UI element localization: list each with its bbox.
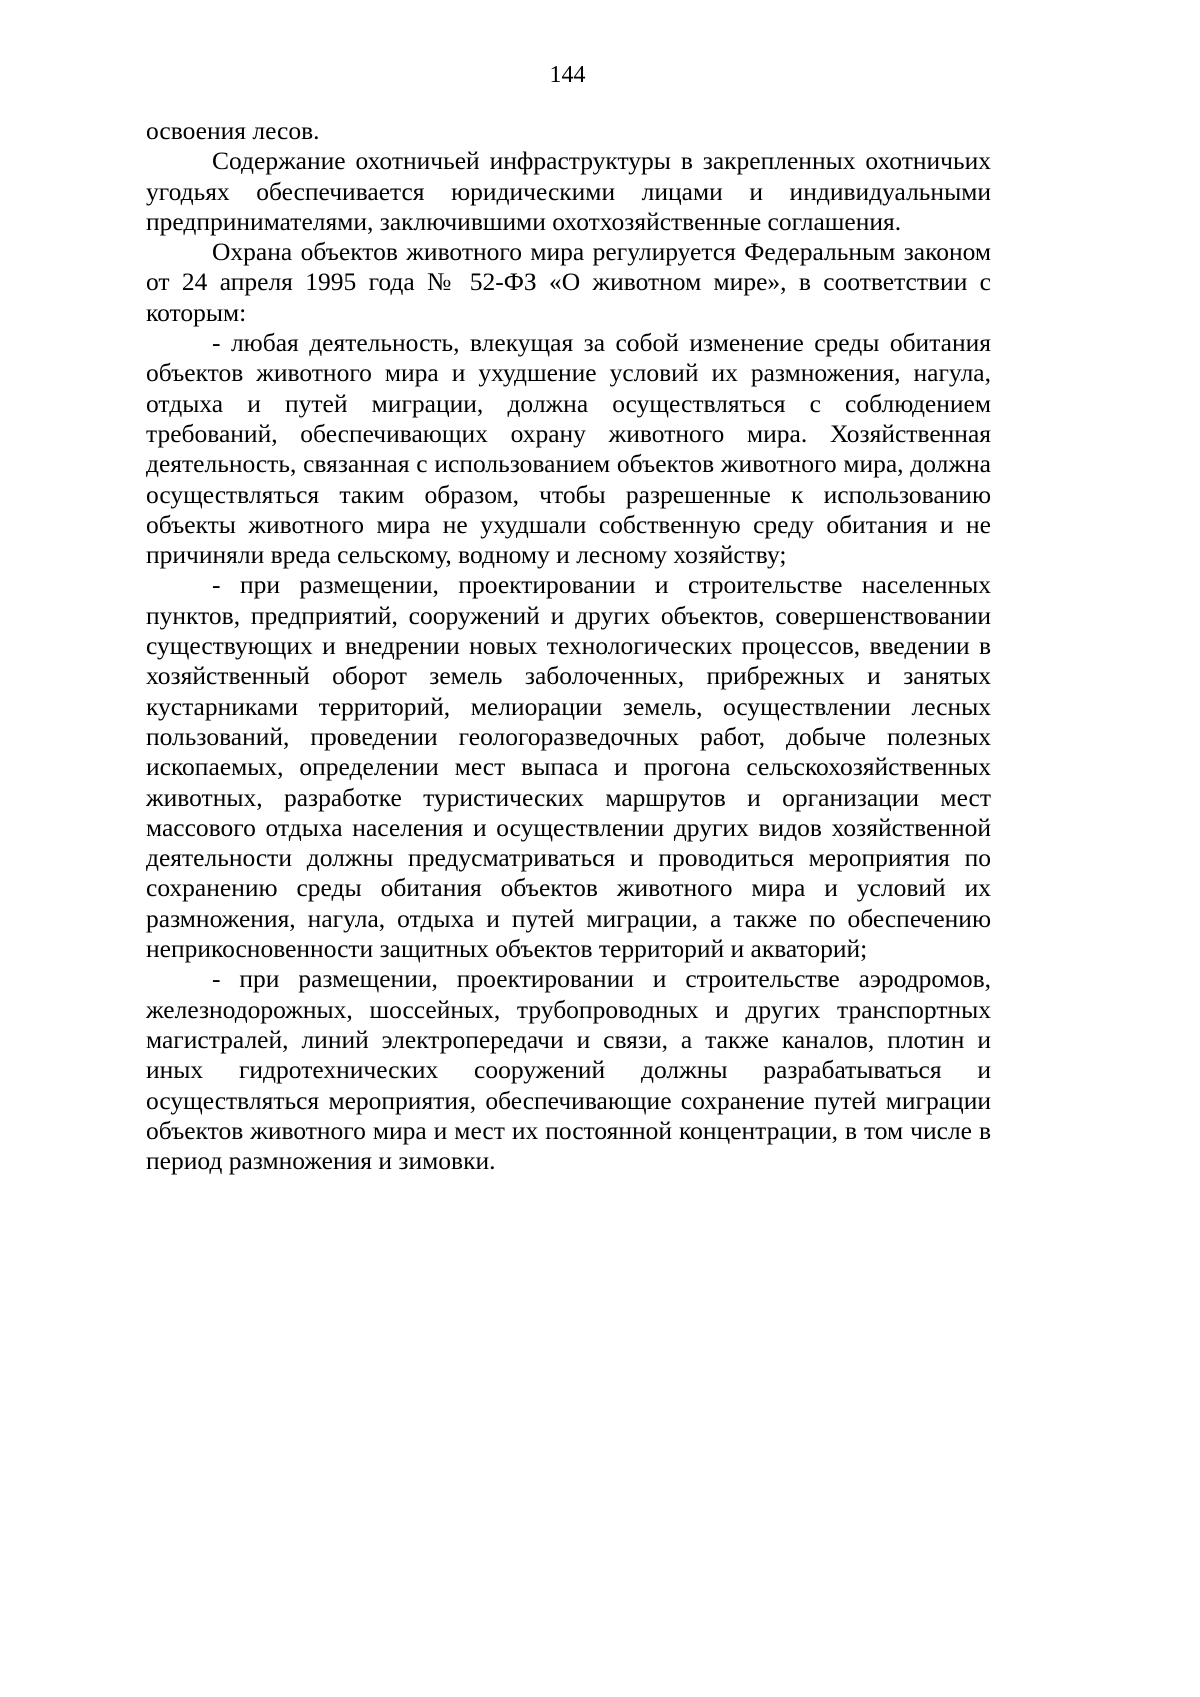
page-number: 144 xyxy=(549,62,586,88)
list-item-construction-settlements: - при размещении, проектировании и строительстве населенных пунктов, предприятий, сооружений и других объектов, совершенствовании существующих и внедрении новых технологических процессов, введении в хозяйственный оборот земель заболоченных, прибрежных и занятых кустарниками территорий, мелиорации земель, осуществлении лесных пользований, проведении геологоразведочных работ, добыче полезных ископаемых, определении мест выпаса и прогона сельскохозяйственных животных, разработке туристических маршрутов и организации мест массового отдыха населения и осуществлении других видов хозяйственной деятельности должны предусматриваться и проводиться мероприятия по сохранению среды обитания объектов животного мира и условий их размножения, нагула, отдыха и путей миграции, а также по обеспечению неприкосновенности защитных объектов территорий и акваторий; xyxy=(146,570,991,964)
list-item-habitat-activity: - любая деятельность, влекущая за собой изменение среды обитания объектов животного мира и ухудшение условий их размножения, нагула, отдыха и путей миграции, должна осуществляться с соблюдением требований, обеспечивающих охрану животного мира. Хозяйственная деятельность, связанная с использованием объектов животного мира, должна осуществляться таким образом, чтобы разрешенные к использованию объекты животного мира не ухудшали собственную среду обитания и не причиняли вреда сельскому, водному и лесному хозяйству; xyxy=(146,328,991,570)
paragraph-continuation: освоения лесов. xyxy=(146,116,320,145)
document-body xyxy=(146,116,991,1176)
paragraph-hunting-infrastructure: Содержание охотничьей инфраструктуры в закрепленных охотничьих угодьях обеспечивается юридическими лицами и индивидуальными предпринимателями, заключившими охотхозяйственные соглашения. xyxy=(146,146,991,236)
paragraph-wildlife-protection-law: Охрана объектов животного мира регулируется Федеральным законом от 24 апреля 1995 года № 52-ФЗ «О животном мире», в соответствии с которым: xyxy=(146,237,991,327)
list-item-transport-infrastructure: - при размещении, проектировании и строительстве аэродромов, железнодорожных, шоссейных, трубопроводных и других транспортных магистралей, линий электропередачи и связи, а также каналов, плотин и иных гидротехнических сооружений должны разрабатываться и осуществляться мероприятия, обеспечивающие сохранение путей миграции объектов животного мира и мест их постоянной концентрации, в том числе в период размножения и зимовки. xyxy=(146,964,991,1176)
